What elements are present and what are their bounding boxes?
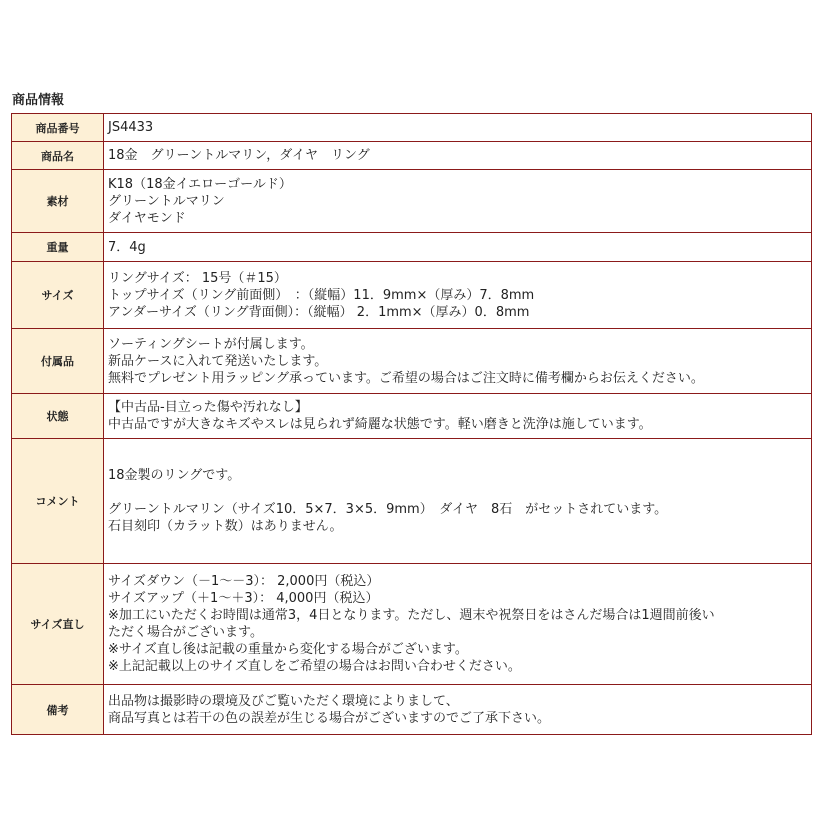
row-product-number — [12, 114, 812, 142]
accessories-line: 無料でプレゼント用ラッピング承っています。ご希望の場合はご注文時に備考欄からお伝えください。 — [108, 370, 704, 386]
resize-line: ※上記記載以上のサイズ直しをご希望の場合はお問い合わせください。 — [108, 659, 521, 674]
value-size — [104, 262, 812, 329]
size-line: リングサイズ： 15号（＃15） — [108, 270, 287, 286]
value-accessories — [104, 329, 812, 394]
label-comment: コメント — [12, 439, 104, 564]
accessories-line: 新品ケースに入れて発送いたします。 — [108, 353, 328, 369]
row-accessories — [12, 329, 812, 394]
label-product-name: 商品名 — [12, 142, 104, 170]
value-condition — [104, 394, 812, 439]
weight-value: 7．4g — [108, 239, 146, 255]
section-title: 商品情報 — [12, 93, 65, 108]
resize-line: サイズダウン（－1～－3）： 2,000円（税込） — [108, 574, 380, 589]
comment-line: 石目刻印（カラット数）はありません。 — [108, 519, 343, 534]
condition-line: 【中古品-目立った傷や汚れなし】 — [108, 400, 308, 415]
remarks-line: 出品物は撮影時の環境及びご覧いただく環境によりまして、 — [108, 693, 459, 709]
label-material: 素材 — [12, 170, 104, 233]
remarks-line: 商品写真とは若干の色の誤差が生じる場合がございますのでご了承下さい。 — [108, 710, 551, 726]
label-accessories: 付属品 — [12, 329, 104, 394]
label-resize: サイズ直し — [12, 564, 104, 685]
label-product-number: 商品番号 — [12, 114, 104, 142]
row-condition — [12, 394, 812, 439]
resize-line: サイズアップ（＋1～＋3）： 4,000円（税込） — [108, 591, 379, 606]
label-size: サイズ — [12, 262, 104, 329]
comment-spacer — [108, 484, 807, 501]
product-info-table — [11, 113, 812, 735]
product-number: JS4433 — [108, 120, 154, 135]
row-product-name — [12, 142, 812, 170]
comment-line: グリーントルマリン（サイズ10．5×7．3×5．9mm） ダイヤ 8石 がセットされています。 — [108, 502, 668, 517]
material-line: K18（18金イエローゴールド） — [108, 176, 292, 192]
resize-line: ※サイズ直し後は記載の重量から変化する場合がございます。 — [108, 642, 468, 657]
label-weight: 重量 — [12, 233, 104, 262]
row-weight — [12, 233, 812, 262]
value-resize — [104, 564, 812, 685]
size-line: トップサイズ（リング前面側） ：（縦幅）11．9mm×（厚み）7．8mm — [108, 287, 535, 303]
row-remarks — [12, 685, 812, 735]
material-line: グリーントルマリン — [108, 193, 225, 209]
material-line: ダイヤモンド — [108, 210, 186, 226]
resize-line: ただく場合がございます。 — [108, 625, 263, 640]
comment-line: 18金製のリングです。 — [108, 468, 241, 483]
value-material — [104, 170, 812, 233]
product-name: 18金 グリーントルマリン，ダイヤ リング — [108, 148, 370, 163]
accessories-line: ソーティングシートが付属します。 — [108, 336, 314, 352]
label-remarks: 備考 — [12, 685, 104, 735]
row-material — [12, 170, 812, 233]
row-resize — [12, 564, 812, 685]
value-remarks — [104, 685, 812, 735]
value-comment — [104, 439, 812, 564]
row-comment — [12, 439, 812, 564]
size-line: アンダーサイズ（リング背面側）：（縦幅） 2．1mm×（厚み）0．8mm — [108, 304, 530, 320]
condition-line: 中古品ですが大きなキズやスレは見られず綺麗な状態です。軽い磨きと洗浄は施しています。 — [108, 417, 652, 432]
label-condition: 状態 — [12, 394, 104, 439]
value-product-name — [104, 142, 812, 170]
row-size — [12, 262, 812, 329]
value-weight — [104, 233, 812, 262]
value-product-number — [104, 114, 812, 142]
resize-line: ※加工にいただくお時間は通常3，4日となります。ただし、週末や祝祭日をはさんだ場合は1週間前後い — [108, 608, 715, 623]
